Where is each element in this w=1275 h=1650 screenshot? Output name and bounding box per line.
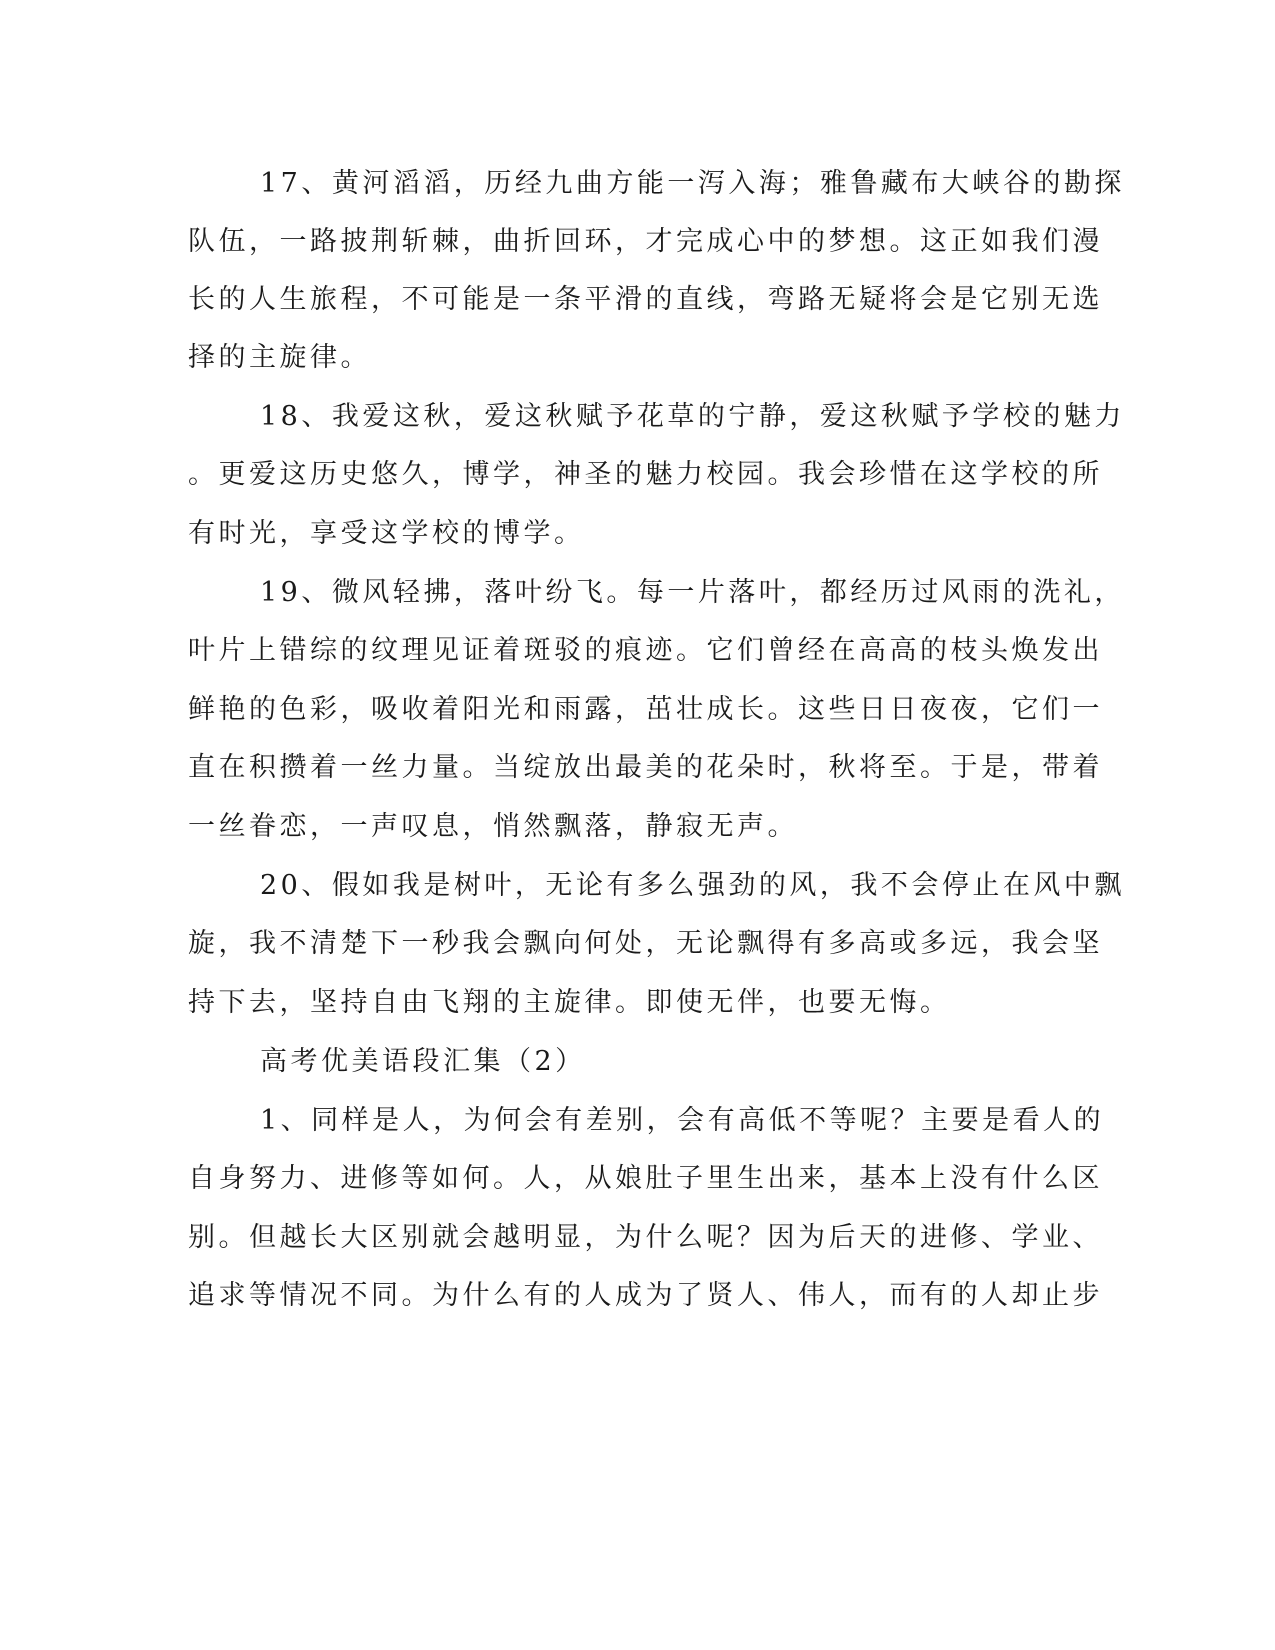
paragraph-19-line-2: 叶片上错综的纹理见证着斑驳的痕迹。它们曾经在高高的枝头焕发出 (188, 635, 1103, 666)
paragraph-1-line-1: 1、同样是人，为何会有差别，会有高低不等呢？主要是看人的 (260, 1105, 1105, 1136)
paragraph-1-line-2: 自身努力、进修等如何。人，从娘肚子里生出来，基本上没有什么区 (188, 1163, 1103, 1194)
paragraph-17-line-3: 长的人生旅程，不可能是一条平滑的直线，弯路无疑将会是它别无选 (188, 284, 1103, 315)
paragraph-20-line-2: 旋，我不清楚下一秒我会飘向何处，无论飘得有多高或多远，我会坚 (188, 928, 1103, 959)
paragraph-1-line-4: 追求等情况不同。为什么有的人成为了贤人、伟人，而有的人却止步 (188, 1280, 1103, 1311)
paragraph-19-line-3: 鲜艳的色彩，吸收着阳光和雨露，茁壮成长。这些日日夜夜，它们一 (188, 694, 1103, 725)
paragraph-19-line-1: 19、微风轻拂，落叶纷飞。每一片落叶，都经历过风雨的洗礼， (260, 577, 1125, 608)
paragraph-1-line-3: 别。但越长大区别就会越明显，为什么呢？因为后天的进修、学业、 (188, 1222, 1103, 1253)
paragraph-17-line-4: 择的主旋律。 (188, 342, 371, 373)
paragraph-18-line-3: 有时光，享受这学校的博学。 (188, 518, 585, 549)
paragraph-19-line-4: 直在积攒着一丝力量。当绽放出最美的花朵时，秋将至。于是，带着 (188, 752, 1103, 783)
paragraph-17-line-2: 队伍，一路披荆斩棘，曲折回环，才完成心中的梦想。这正如我们漫 (188, 226, 1103, 257)
paragraph-20-line-3: 持下去，坚持自由飞翔的主旋律。即使无伴，也要无悔。 (188, 987, 951, 1018)
paragraph-18-line-2: 。更爱这历史悠久，博学，神圣的魅力校园。我会珍惜在这学校的所 (188, 459, 1103, 490)
section-heading: 高考优美语段汇集（2） (260, 1046, 586, 1077)
paragraph-17-line-1: 17、黄河滔滔，历经九曲方能一泻入海；雅鲁藏布大峡谷的勘探 (260, 168, 1125, 199)
paragraph-19-line-5: 一丝眷恋，一声叹息，悄然飘落，静寂无声。 (188, 811, 798, 842)
paragraph-20-line-1: 20、假如我是树叶，无论有多么强劲的风，我不会停止在风中飘 (260, 870, 1125, 901)
paragraph-18-line-1: 18、我爱这秋，爱这秋赋予花草的宁静，爱这秋赋予学校的魅力 (260, 401, 1125, 432)
